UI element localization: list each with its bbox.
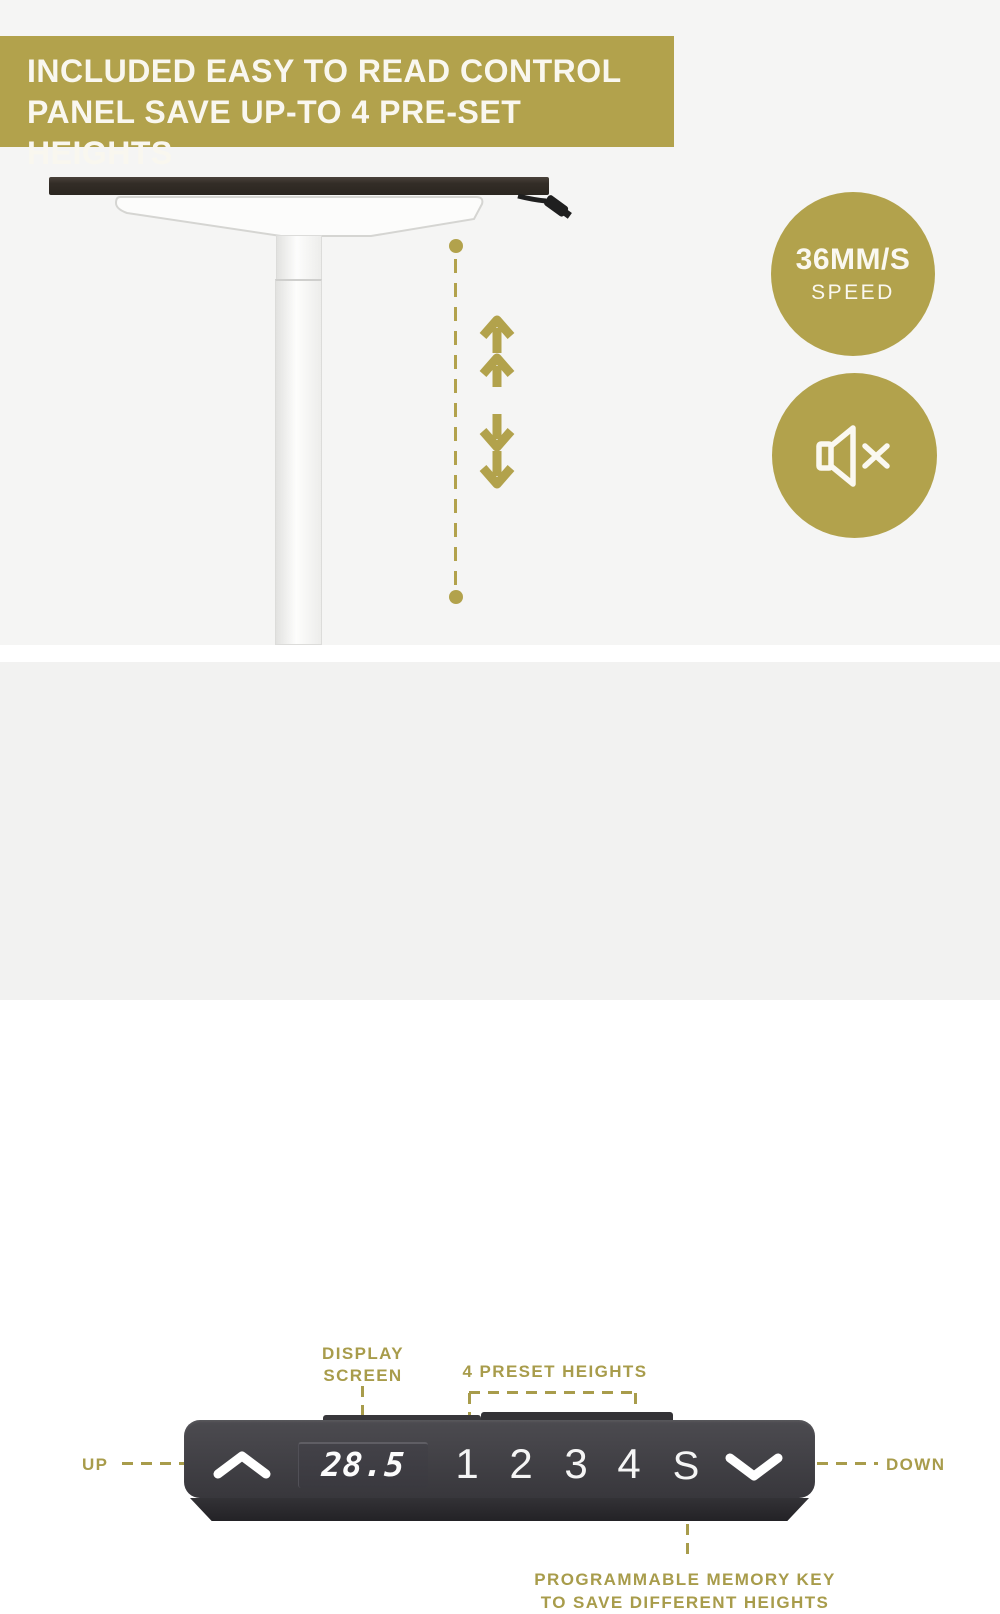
travel-dashed-line xyxy=(454,259,457,589)
memory-key-label: PROGRAMMABLE MEMORY KEY TO SAVE DIFFERENT HEIGHTS xyxy=(534,1570,836,1612)
section-divider xyxy=(0,645,1000,662)
banner-line2: PANEL SAVE UP-TO 4 PRE-SET HEIGHTS xyxy=(27,94,522,171)
display-screen-label: DISPLAY SCREEN xyxy=(322,1344,404,1385)
chevron-down-icon[interactable] xyxy=(724,1451,784,1483)
preset-key-1[interactable]: 1 xyxy=(455,1440,479,1487)
power-cable-icon xyxy=(510,188,580,228)
desk-section xyxy=(0,0,1000,645)
quiet-badge xyxy=(772,373,937,538)
travel-line-top-dot xyxy=(449,239,463,253)
height-display xyxy=(298,1442,428,1488)
speed-badge xyxy=(771,192,935,356)
speed-value: 36MM/S xyxy=(795,243,911,276)
height-display-value: 28.5 xyxy=(320,1445,407,1484)
down-label: DOWN xyxy=(886,1455,946,1474)
banner xyxy=(0,36,674,171)
desk-leg-upper xyxy=(276,235,322,280)
up-label: UP xyxy=(82,1455,109,1474)
control-panel xyxy=(184,1420,815,1498)
desk-underframe-bracket xyxy=(110,193,490,241)
travel-line-bottom-dot xyxy=(449,590,463,604)
up-down-arrows-icon xyxy=(465,300,529,500)
control-panel-section xyxy=(0,662,1000,1612)
speed-label: SPEED xyxy=(811,281,895,304)
desk-leg-lower xyxy=(275,279,322,645)
chevron-up-icon[interactable] xyxy=(212,1449,272,1481)
preset-key-2[interactable]: 2 xyxy=(509,1440,533,1487)
muted-speaker-icon xyxy=(813,424,897,488)
preset-bracket-top xyxy=(469,1391,635,1394)
preset-heights-label: 4 PRESET HEIGHTS xyxy=(462,1362,648,1381)
memory-key-s[interactable]: S xyxy=(672,1444,700,1488)
banner-line1: INCLUDED EASY TO READ CONTROL xyxy=(27,53,622,89)
panel-bottom-bevel xyxy=(190,1498,809,1521)
preset-key-3[interactable]: 3 xyxy=(564,1440,588,1487)
preset-key-4[interactable]: 4 xyxy=(617,1440,641,1487)
